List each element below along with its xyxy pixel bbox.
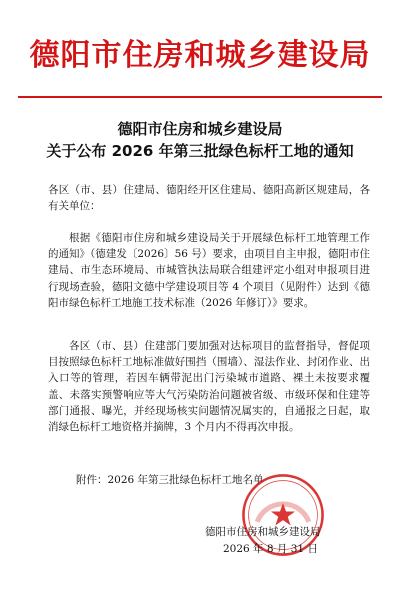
attachment-note: 附件：2026 年第三批绿色标杆工地名单: [76, 474, 264, 486]
red-divider: [18, 96, 382, 98]
issue-date: 2026 年 8 月 31 日: [223, 543, 318, 555]
letterhead-title: 德阳市住房和城乡建设局: [29, 38, 371, 73]
notice-title-line2: 关于公布 2026 年第三批绿色标杆工地的通知: [46, 142, 354, 160]
addressee: 各区（市、县）住建局、德阳经开区住建局、德阳高新区规建局，各有关单位：: [48, 184, 370, 213]
notice-title-line1: 德阳市住房和城乡建设局: [117, 120, 283, 138]
issuer-name: 德阳市住房和城乡建设局: [205, 526, 321, 538]
body-paragraph-1: 根据《德阳市住房和城乡建设局关于开展绿色标杆工地管理工作的通知》（德建发〔2026〕56 号）要求，由项目自主申报，德阳市住建局、市生态环境局、市城管执法局联合组建评定小组对申报项目进行现场查验，德阳文德中学建设项目等 4 个项目（见附件）达到《德阳市绿色标杆工地施工技术标准（2026 年修订）》要求。: [48, 232, 370, 309]
body-paragraph-2: 各区（市、县）住建部门要加强对达标项目的监督指导，督促项目按照绿色标杆工地标准做好围挡（围墙）、湿法作业、封闭作业、出入口等的管理，若因车辆带泥出门污染城市道路、裸土未按要求覆盖、未落实预警响应等大气污染防治问题被省级、市级环保和住建等部门通报、曝光，并经现场核实问题情况属实的，自通报之日起，取消绿色标杆工地资格并摘牌，3 个月内不得再次申报。: [48, 340, 370, 434]
